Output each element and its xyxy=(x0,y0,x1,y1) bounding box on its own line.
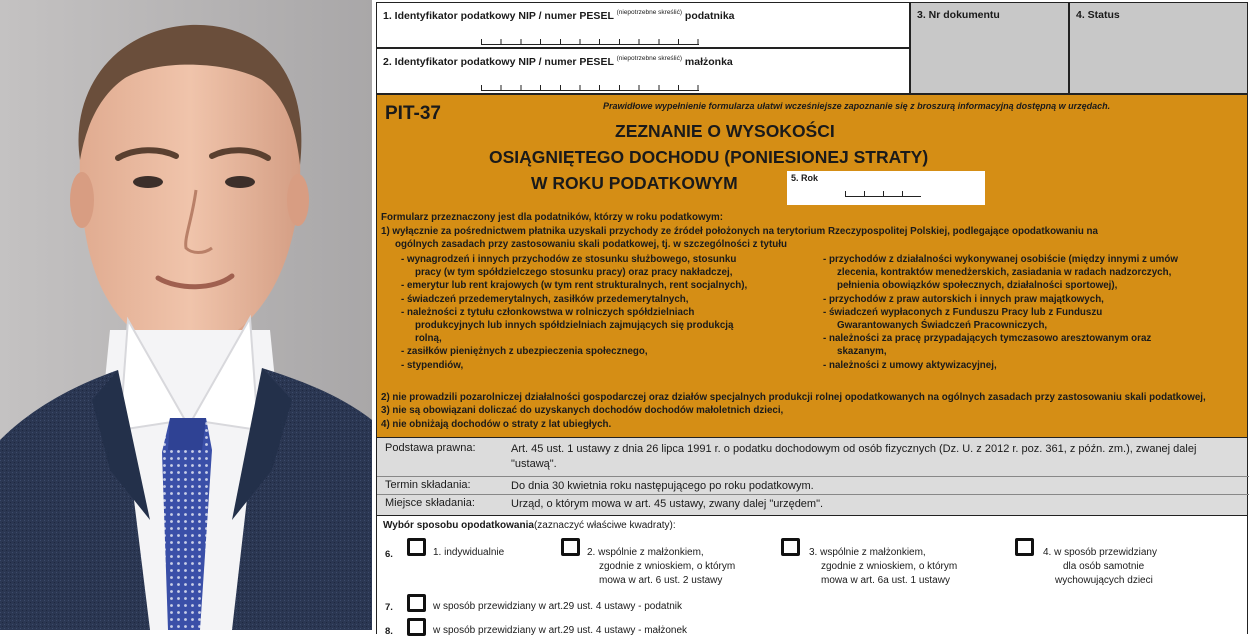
income-item: rolną, xyxy=(415,333,442,345)
purpose-point-3: 3) nie są obowiązani doliczać do uzyskanych dochodów dochodów małoletnich dzieci, xyxy=(381,405,784,417)
option-label-line: zgodnie z wnioskiem, o którym xyxy=(821,561,958,572)
income-item: - należności za pracę przypadających tymczasowo aresztowanym oraz xyxy=(823,333,1152,345)
checkbox-joint-art6-2[interactable] xyxy=(561,538,580,556)
income-item: - należności z tytułu członkowstwa w rolniczych spółdzielniach xyxy=(401,306,695,318)
document-number-field xyxy=(910,2,1069,94)
nip-digit-ticks xyxy=(481,85,699,91)
nip-pesel-taxpayer-label: 1. Identyfikator podatkowy NIP / numer PESEL $^{(niepotrzebne skreślić)}$ podatnika xyxy=(383,9,735,22)
filing-place-row xyxy=(377,494,1249,514)
purpose-conditions xyxy=(381,391,1245,431)
income-item: - stypendiów, xyxy=(401,359,464,371)
legal-basis-label: Podstawa prawna: xyxy=(385,442,476,454)
option-joint-art6a-1 xyxy=(809,546,957,588)
legal-basis-row xyxy=(377,442,1249,476)
option-label-line: w sposób przewidziany w art.29 ust. 4 ustawy - podatnik xyxy=(433,601,683,612)
taxation-method-hint: (zaznaczyć właściwe kwadraty): xyxy=(533,520,676,531)
instruction-note: Prawidłowe wypełnienie formularza ułatwi wcześniejsze zapoznanie się z broszurą informacyjną dostępną w urzędach. xyxy=(603,101,1111,111)
income-item: - przychodów z praw autorskich i innych praw majątkowych, xyxy=(823,293,1104,305)
status-field xyxy=(1069,2,1248,94)
form-title-line-1: ZEZNANIE O WYSOKOŚCI xyxy=(615,121,835,141)
checkbox-individual[interactable] xyxy=(407,538,426,556)
checkbox-art29-taxpayer[interactable] xyxy=(407,594,426,612)
taxation-method-section xyxy=(376,516,1248,637)
income-types-right xyxy=(823,253,1243,372)
nip-digit-ticks xyxy=(481,39,699,45)
checkbox-joint-art6a-1[interactable] xyxy=(781,538,800,556)
income-item: zlecenia, kontraktów menedżerskich, zasiadania w radach nadzorczych, xyxy=(837,267,1172,279)
income-item: pracy (w tym spółdzielczego stosunku pracy) oraz pracy nakładczej, xyxy=(415,267,733,279)
option-label-line: zgodnie z wnioskiem, o którym xyxy=(599,561,736,572)
row-number-6: 6. xyxy=(385,549,393,560)
income-item: - przychodów z działalności wykonywanej osobiście (między innymi z umów xyxy=(823,254,1178,265)
option-joint-art6-2 xyxy=(587,546,735,588)
row-number-7: 7. xyxy=(385,602,393,613)
year-digit-ticks xyxy=(845,191,921,197)
filing-place-label: Miejsce składania: xyxy=(385,497,475,509)
option-label-line: wychowujących dzieci xyxy=(1055,575,1153,586)
income-item: produkcyjnych lub innych spółdzielniach zajmujących się produkcją xyxy=(415,320,734,332)
income-item: - świadczeń wypłaconych z Funduszu Pracy lub z Funduszu xyxy=(823,306,1103,318)
income-types-left xyxy=(401,253,821,372)
portrait-illustration xyxy=(0,0,372,630)
nip-pesel-taxpayer-field[interactable] xyxy=(376,2,910,48)
income-item: pełnienia obowiązków społecznych, działalności sportowej), xyxy=(837,280,1118,292)
option-label-line: 2. wspólnie z małżonkiem, xyxy=(587,547,704,558)
purpose-intro-line: Formularz przeznaczony jest dla podatników, którzy w roku podatkowym: xyxy=(381,212,724,223)
option-label-line: mowa w art. 6 ust. 2 ustawy xyxy=(599,575,723,586)
nip-pesel-spouse-label: 2. Identyfikator podatkowy NIP / numer PESEL $^{(niepotrzebne skreślić)}$ małżonka xyxy=(383,55,733,68)
taxation-method-title-text: Wybór sposobu opodatkowania xyxy=(383,520,534,531)
option-label-line: w sposób przewidziany w art.29 ust. 4 ustawy - małżonek xyxy=(433,625,687,636)
purpose-point-1-cont: ogólnych zasadach przy zastosowaniu skali podatkowej, tj. w szczególności z tytułu xyxy=(395,239,787,251)
form-header-section xyxy=(376,94,1248,438)
option-individual xyxy=(433,546,504,560)
option-label-line: dla osób samotnie xyxy=(1063,561,1145,572)
purpose-point-1: 1) wyłącznie za pośrednictwem płatnika uzyskali przychody ze źródeł położonych na terytorium Rzeczypospolitej Polskiej, podlegające opodatkowaniu na xyxy=(381,225,1098,237)
status-label: 4. Status xyxy=(1076,9,1120,21)
form-code: PIT-37 xyxy=(385,103,441,124)
portrait-photo xyxy=(0,0,372,630)
deadline-value: Do dnia 30 kwietnia roku następującego po roku podatkowym. xyxy=(511,480,814,492)
income-item: - zasiłków pieniężnych z ubezpieczenia społecznego, xyxy=(401,346,648,358)
option-art29-spouse xyxy=(433,624,687,638)
option-single-parent xyxy=(1043,546,1157,588)
income-item: - emerytur lub rent krajowych (w tym rent strukturalnych, rent socjalnych), xyxy=(401,280,748,292)
income-item: - należności z umowy aktywizacyjnej, xyxy=(823,359,997,371)
income-item: Gwarantowanych Świadczeń Pracowniczych, xyxy=(837,320,1048,332)
income-item: - wynagrodzeń i innych przychodów ze stosunku służbowego, stosunku xyxy=(401,254,737,265)
legal-basis-section xyxy=(376,438,1248,516)
year-field[interactable] xyxy=(787,171,985,205)
legal-basis-value: Art. 45 ust. 1 ustawy z dnia 26 lipca 1991 r. o podatku dochodowym od osób fizycznych (Dz. U. z 2012 r. poz. 361, z późn. zm.), zwanej dalej "ustawą". xyxy=(511,443,1197,470)
form-title-line-3: W ROKU PODATKOWYM xyxy=(531,173,738,193)
row-number-8: 8. xyxy=(385,626,393,637)
year-label: 5. Rok xyxy=(791,173,819,183)
nip-pesel-spouse-field[interactable] xyxy=(376,48,910,94)
option-label-line: 3. wspólnie z małżonkiem, xyxy=(809,547,926,558)
option-art29-taxpayer xyxy=(433,600,682,614)
form-title-line-2: OSIĄGNIĘTEGO DOCHODU (PONIESIONEJ STRATY) xyxy=(489,147,929,167)
deadline-label: Termin składania: xyxy=(385,479,471,491)
checkbox-single-parent[interactable] xyxy=(1015,538,1034,556)
checkbox-art29-spouse[interactable] xyxy=(407,618,426,636)
income-item: - świadczeń przedemerytalnych, zasiłków przedemerytalnych, xyxy=(401,293,689,305)
purpose-intro xyxy=(381,211,1245,252)
option-label-line: 4. w sposób przewidziany xyxy=(1043,547,1157,558)
document-number-label: 3. Nr dokumentu xyxy=(917,9,1000,21)
deadline-row xyxy=(377,476,1249,494)
taxation-method-title xyxy=(383,520,676,531)
income-item: skazanym, xyxy=(837,346,887,358)
option-individual-label: 1. indywidualnie xyxy=(433,547,505,558)
purpose-point-2: 2) nie prowadzili pozarolniczej działalności gospodarczej oraz działów specjalnych produkcji rolnej opodatkowanych na ogólnych zasadach przy zastosowaniu skali podatkowej, xyxy=(381,392,1206,403)
filing-place-value: Urząd, o którym mowa w art. 45 ustawy, zwany dalej "urzędem". xyxy=(511,498,824,510)
option-label-line: mowa w art. 6a ust. 1 ustawy xyxy=(821,575,950,586)
purpose-point-4: 4) nie obniżają dochodów o straty z lat ubiegłych. xyxy=(381,418,612,430)
income-types-columns xyxy=(377,253,1241,383)
pit37-form xyxy=(376,0,1250,637)
